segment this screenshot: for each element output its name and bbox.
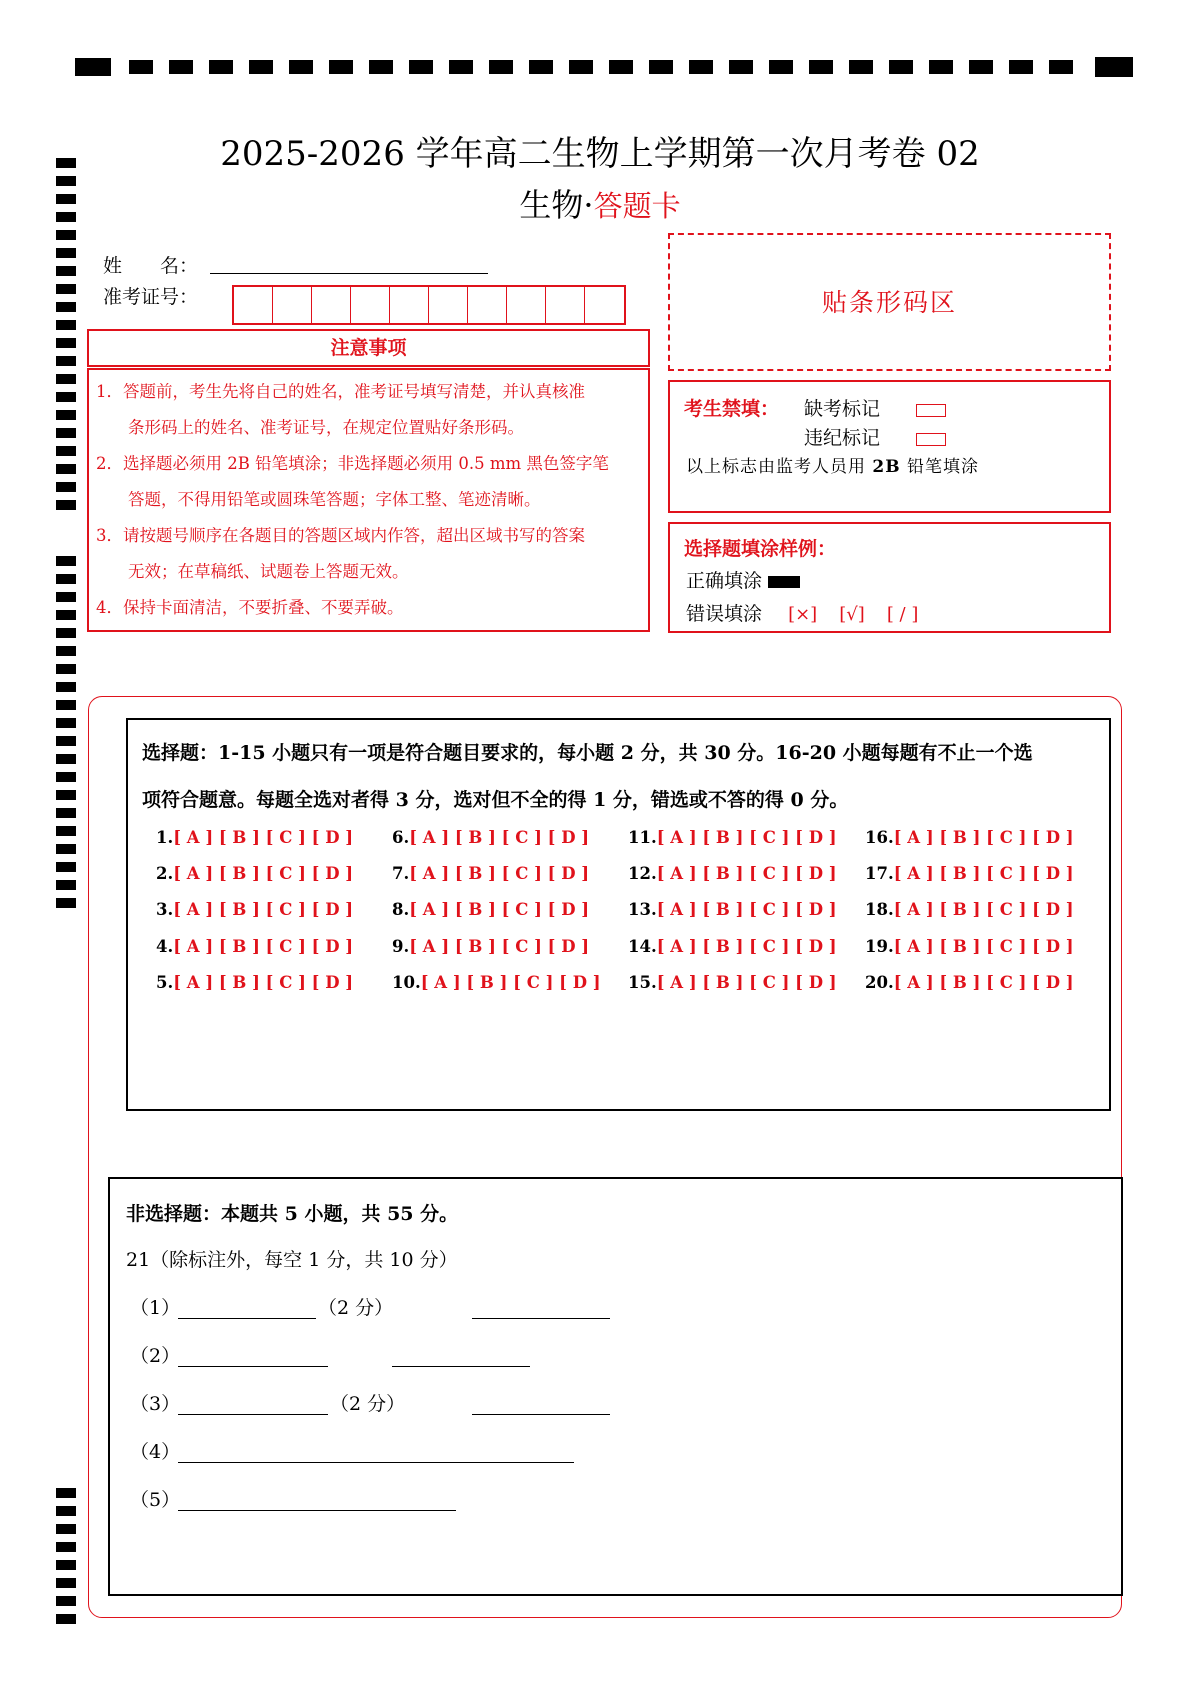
question-number: 9. [392,937,410,956]
answer-options[interactable]: [ A ] [ B ] [ C ] [ D ] [409,937,590,956]
part-2-label: （2） [130,1345,181,1367]
id-digit-box[interactable] [351,287,390,323]
answer-blank[interactable] [472,1318,610,1319]
mcq-question [392,828,589,847]
mcq-intro-line1: 选择题：1-15 小题只有一项是符合题目要求的，每小题 2 分，共 30 分。16-20 小题每题有不止一个选 [142,742,1033,764]
mcq-question [628,973,837,992]
page-subtitle [0,180,1200,226]
answer-blank[interactable] [178,1318,316,1319]
mcq-question [156,973,353,992]
proctor-note [686,452,979,477]
id-number-boxes[interactable] [232,285,626,325]
answer-options[interactable]: [ A ] [ B ] [ C ] [ D ] [656,828,837,847]
question-number: 2. [156,864,174,883]
answer-options[interactable]: [ A ] [ B ] [ C ] [ D ] [409,828,590,847]
answer-blank[interactable] [178,1366,328,1367]
answer-options[interactable]: [ A ] [ B ] [ C ] [ D ] [173,828,354,847]
question-number: 1. [156,828,174,847]
notice-item: 条形码上的姓名、准考证号，在规定位置贴好条形码。 [128,418,524,437]
answer-blank[interactable] [178,1462,574,1463]
notice-box [87,368,650,632]
absent-mark-box[interactable] [916,404,946,417]
notice-item: 1．答题前，考生先将自己的姓名，准考证号填写清楚，并认真核准 [96,382,585,401]
subtitle-dot: · [583,186,594,224]
answer-options[interactable]: [ A ] [ B ] [ C ] [ D ] [893,828,1074,847]
fill-sample-box [668,522,1111,633]
mcq-question [156,937,353,956]
mcq-question [392,937,589,956]
part-4-label: （4） [130,1441,181,1463]
id-digit-box[interactable] [546,287,585,323]
answer-options[interactable]: [ A ] [ B ] [ C ] [ D ] [656,937,837,956]
mcq-question [156,828,353,847]
question-number: 8. [392,900,410,919]
part-3-label: （3） [130,1393,181,1415]
question-number: 6. [392,828,410,847]
notice-item: 2．选择题必须用 2B 铅笔填涂；非选择题必须用 0.5 mm 黑色签字笔 [96,454,609,473]
name-field[interactable] [210,273,488,274]
mcq-question [628,864,837,883]
mcq-question [865,828,1074,847]
proctor-box [668,380,1111,513]
mcq-question [392,900,589,919]
violation-mark-box[interactable] [916,433,946,446]
absent-label: 缺考标记 [804,398,881,420]
id-digit-box[interactable] [312,287,351,323]
mcq-question [865,937,1074,956]
notice-item: 3．请按题号顺序在各题目的答题区域内作答，超出区域书写的答案 [96,526,585,545]
question-number: 20. [865,973,894,992]
mcq-question [628,828,837,847]
mcq-question [628,937,837,956]
part-1-label: （1） [130,1297,181,1319]
question-number: 16. [865,828,894,847]
mcq-intro-line2: 项符合题意。每题全选对者得 3 分，选对但不全的得 1 分，错选或不答的得 0 分。 [142,789,849,811]
answer-options[interactable]: [ A ] [ B ] [ C ] [ D ] [893,900,1074,919]
answer-options[interactable]: [ A ] [ B ] [ C ] [ D ] [173,937,354,956]
answer-options[interactable]: [ A ] [ B ] [ C ] [ D ] [893,973,1074,992]
short-answer-intro: 非选择题：本题共 5 小题，共 55 分。 [126,1203,459,1225]
question-number: 15. [628,973,657,992]
question-number: 12. [628,864,657,883]
mcq-question [865,973,1074,992]
answer-options[interactable]: [ A ] [ B ] [ C ] [ D ] [420,973,601,992]
answer-options[interactable]: [ A ] [ B ] [ C ] [ D ] [173,864,354,883]
question-number: 4. [156,937,174,956]
answer-blank[interactable] [178,1510,456,1511]
question-number: 11. [628,828,657,847]
id-digit-box[interactable] [468,287,507,323]
two-points-note: （2 分） [318,1297,394,1319]
correct-fill-sample [768,576,800,588]
answer-options[interactable]: [ A ] [ B ] [ C ] [ D ] [409,900,590,919]
correct-fill-row [686,566,800,593]
fill-sample-title: 选择题填涂样例： [684,538,837,560]
page-title: 2025-2026 学年高二生物上学期第一次月考卷 02 [220,134,980,174]
subtitle-sub: 答题卡 [593,189,681,223]
violation-row [804,423,946,450]
answer-options[interactable]: [ A ] [ B ] [ C ] [ D ] [173,900,354,919]
id-digit-box[interactable] [507,287,546,323]
id-digit-box[interactable] [390,287,429,323]
answer-options[interactable]: [ A ] [ B ] [ C ] [ D ] [656,864,837,883]
proctor-note-bold: 2B [872,457,901,477]
answer-options[interactable]: [ A ] [ B ] [ C ] [ D ] [173,973,354,992]
wrong-mark-slash: [ / ] [886,604,919,625]
id-label: 准考证号： [103,286,199,308]
notice-title-box [87,329,650,367]
question-number: 5. [156,973,174,992]
q21-title: 21（除标注外，每空 1 分，共 10 分） [126,1249,458,1271]
two-points-note: （2 分） [330,1393,406,1415]
id-digit-box[interactable] [234,287,273,323]
question-number: 17. [865,864,894,883]
id-digit-box[interactable] [429,287,468,323]
answer-options[interactable]: [ A ] [ B ] [ C ] [ D ] [656,973,837,992]
answer-options[interactable]: [ A ] [ B ] [ C ] [ D ] [893,864,1074,883]
part-5-label: （5） [130,1489,181,1511]
answer-options[interactable]: [ A ] [ B ] [ C ] [ D ] [893,937,1074,956]
question-number: 18. [865,900,894,919]
notice-item: 答题，不得用铅笔或圆珠笔答题；字体工整、笔迹清晰。 [128,490,541,509]
absent-row [804,394,946,421]
mcq-question [628,900,837,919]
answer-blank[interactable] [472,1414,610,1415]
mcq-question [156,900,353,919]
barcode-area [668,233,1111,371]
proctor-title: 考生禁填： [684,398,780,420]
question-number: 3. [156,900,174,919]
notice-item: 无效；在草稿纸、试题卷上答题无效。 [128,562,409,581]
question-number: 7. [392,864,410,883]
wrong-fill-row [686,599,918,626]
answer-options[interactable]: [ A ] [ B ] [ C ] [ D ] [409,864,590,883]
subtitle-main: 生物 [519,186,584,224]
violation-label: 违纪标记 [804,427,881,449]
answer-blank[interactable] [392,1366,530,1367]
mcq-question [392,973,601,992]
proctor-note-prefix: 以上标志由监考人员用 [686,457,873,477]
question-number: 14. [628,937,657,956]
notice-item: 4．保持卡面清洁，不要折叠、不要弄破。 [96,598,404,617]
name-label: 姓 名： [103,255,199,277]
id-digit-box[interactable] [585,287,624,323]
proctor-note-suffix: 铅笔填涂 [900,457,980,477]
correct-fill-label: 正确填涂 [686,570,763,592]
id-digit-box[interactable] [273,287,312,323]
wrong-mark-x: [×] [788,604,818,625]
short-answer-box [108,1177,1123,1596]
answer-options[interactable]: [ A ] [ B ] [ C ] [ D ] [656,900,837,919]
wrong-mark-check: [√] [839,604,865,625]
notice-title: 注意事项 [330,337,407,359]
question-number: 10. [392,973,421,992]
timing-marks-top [75,56,1133,78]
mcq-question [865,864,1074,883]
mcq-question [156,864,353,883]
wrong-fill-label: 错误填涂 [686,603,763,625]
question-number: 13. [628,900,657,919]
mcq-question [865,900,1074,919]
question-number: 19. [865,937,894,956]
answer-blank[interactable] [178,1414,328,1415]
mcq-question [392,864,589,883]
barcode-label: 贴条形码区 [821,288,957,317]
